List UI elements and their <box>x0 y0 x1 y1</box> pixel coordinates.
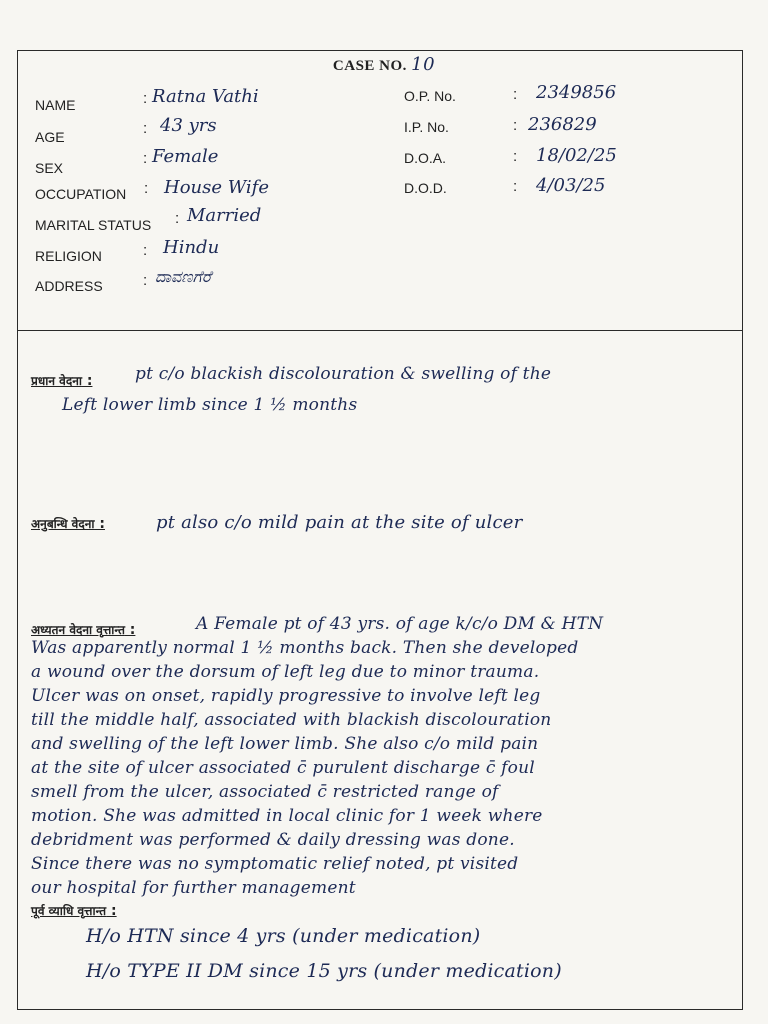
past-history-line: H/o TYPE II DM since 15 yrs (under medication) <box>86 960 562 982</box>
occupation-colon: : <box>144 180 149 197</box>
religion-colon: : <box>143 242 148 259</box>
past-history-heading: पूर्व व्याधि वृत्तान्त : <box>31 903 117 919</box>
op-no-label: O.P. No. <box>404 88 456 104</box>
age-colon: : <box>143 120 148 137</box>
present-history-label: अध्यतन वेदना वृत्तान्त <box>31 623 125 637</box>
age-value: 43 yrs <box>160 115 217 136</box>
chief-complaint-label: प्रधान वेदना <box>31 374 82 388</box>
address-colon: : <box>143 272 148 289</box>
case-number-heading <box>0 54 768 75</box>
op-no-value: 2349856 <box>536 82 617 103</box>
address-label: ADDRESS <box>35 278 103 294</box>
occupation-value: House Wife <box>164 177 269 198</box>
present-history-line: motion. She was admitted in local clinic for 1 week where <box>31 806 543 826</box>
present-history-line: debridment was performed & daily dressing was done. <box>31 830 515 850</box>
occupation-label: OCCUPATION <box>35 186 127 202</box>
address-value: ದಾವಣಗೆರೆ <box>155 267 212 286</box>
marital-colon: : <box>175 210 180 227</box>
case-number: 10 <box>411 54 436 75</box>
present-history-line: a wound over the dorsum of left leg due to minor trauma. <box>31 662 540 682</box>
dod-colon: : <box>513 178 518 195</box>
section-divider <box>17 330 743 331</box>
present-history-line: Since there was no symptomatic relief noted, pt visited <box>31 854 519 874</box>
present-history-line: Was apparently normal 1 ½ months back. Then she developed <box>31 638 579 658</box>
present-history-line: at the site of ulcer associated c̄ purulent discharge c̄ foul <box>31 758 535 778</box>
op-colon: : <box>513 86 518 103</box>
age-label: AGE <box>35 129 65 145</box>
ip-no-label: I.P. No. <box>404 119 449 135</box>
doa-colon: : <box>513 148 518 165</box>
sex-label: SEX <box>35 160 64 176</box>
associated-complaint-label: अनुबन्धि वेदना <box>31 517 95 531</box>
present-history-line: our hospital for further management <box>31 878 356 898</box>
name-value: Ratna Vathi <box>152 86 259 107</box>
religion-value: Hindu <box>163 237 220 258</box>
name-colon: : <box>143 90 148 107</box>
dod-value: 4/03/25 <box>536 175 606 196</box>
sex-value: Female <box>152 146 219 167</box>
chief-complaint-line: Left lower limb since 1 ½ months <box>62 395 358 415</box>
present-history-line: till the middle half, associated with blackish discolouration <box>31 710 552 730</box>
religion-label: RELIGION <box>35 248 102 264</box>
past-history-line: H/o HTN since 4 yrs (under medication) <box>86 925 481 947</box>
present-history-line: and swelling of the left lower limb. She also c/o mild pain <box>31 734 539 754</box>
case-label: CASE NO. <box>332 58 407 74</box>
ip-no-value: 236829 <box>528 114 597 135</box>
dod-label: D.O.D. <box>404 180 447 196</box>
past-history-label: पूर्व व्याधि वृत्तान्त <box>31 904 107 918</box>
present-history-line: smell from the ulcer, associated c̄ restricted range of <box>31 782 499 802</box>
present-history-heading: अध्यतन वेदना वृत्तान्त : <box>31 622 136 638</box>
present-history-line: A Female pt of 43 yrs. of age k/c/o DM & HTN <box>196 614 604 634</box>
marital-status-value: Married <box>187 205 262 226</box>
chief-complaint-line: pt c/o blackish discolouration & swelling of the <box>135 364 552 384</box>
sex-colon: : <box>143 150 148 167</box>
present-history-line: Ulcer was on onset, rapidly progressive to involve left leg <box>31 686 541 706</box>
associated-complaint-line: pt also c/o mild pain at the site of ulcer <box>156 512 523 533</box>
doa-label: D.O.A. <box>404 150 447 166</box>
chief-complaint-heading: प्रधान वेदना : <box>31 373 93 389</box>
name-label: NAME <box>35 97 76 113</box>
ip-colon: : <box>513 117 518 134</box>
doa-value: 18/02/25 <box>536 145 617 166</box>
marital-status-label: MARITAL STATUS <box>35 217 152 233</box>
associated-complaint-heading: अनुबन्धि वेदना : <box>31 516 105 532</box>
